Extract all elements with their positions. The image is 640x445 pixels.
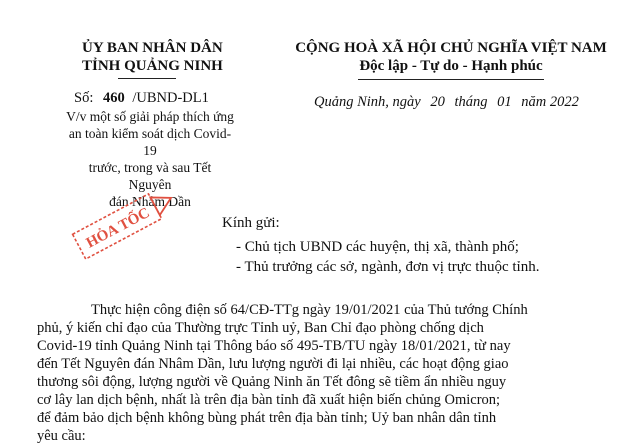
stamp-arrow-icon (150, 189, 175, 215)
day-word: ngày (392, 94, 421, 110)
body-line: cơ lây lan dịch bệnh, nhất là trên địa bàn tỉnh đã xuất hiện biến chủng Omicron; (37, 392, 501, 408)
agency-underline (118, 78, 176, 79)
motto-underline (358, 79, 544, 80)
agency-name-line1: ỦY BAN NHÂN DÂN (82, 40, 223, 56)
subject-line: trước, trong và sau Tết Nguyên (88, 160, 212, 192)
recipients-label: Kính gửi: (222, 215, 280, 231)
year-word: năm (521, 94, 547, 110)
national-title: CỘNG HOÀ XÃ HỘI CHỦ NGHĨA VIỆT NAM (295, 40, 607, 56)
body-line: Covid-19 tỉnh Quảng Ninh tại Thông báo số 495-TB/TU ngày 18/01/2021, từ nay (37, 338, 511, 354)
recipient-item: - Chủ tịch UBND các huyện, thị xã, thành phố; (236, 239, 519, 255)
body-line: đến Tết Nguyên đán Nhâm Dần, lưu lượng người đi lại nhiều, các hoạt động giao (37, 356, 509, 372)
year: 2022 (549, 94, 579, 110)
day: 20 (430, 94, 445, 110)
place-date (314, 94, 579, 111)
recipient-item: - Thủ trưởng các sở, ngành, đơn vị trực thuộc tỉnh. (236, 259, 540, 275)
body-line: phủ, ý kiến chỉ đạo của Thường trực Tỉnh uỷ, Ban Chỉ đạo phòng chống dịch (37, 320, 484, 336)
number-value: 460 (102, 90, 125, 106)
body-line: yêu cầu: (37, 428, 86, 444)
body-line: Thực hiện công điện số 64/CĐ-TTg ngày 19/01/2021 của Thủ tướng Chính (91, 302, 528, 318)
number-suffix: /UBND-DL1 (132, 90, 209, 106)
subject-line: V/v một số giải pháp thích ứng (66, 109, 234, 124)
subject-line: đán Nhâm Dần (109, 194, 191, 209)
body-line: thương sôi động, lượng người về Quảng Ninh ăn Tết đông sẽ tiềm ẩn nhiều nguy (37, 374, 507, 390)
national-motto: Độc lập - Tự do - Hạnh phúc (359, 58, 543, 74)
subject-line: an toàn kiểm soát dịch Covid-19 (68, 126, 232, 158)
urgent-stamp (62, 170, 182, 280)
body-line: để đảm bảo dịch bệnh không bùng phát trên địa bàn tỉnh; Uỷ ban nhân dân tỉnh (37, 410, 497, 426)
stamp-text: HỎA TỐC (83, 204, 153, 252)
month-word: tháng (454, 94, 488, 110)
document-number (74, 90, 209, 107)
number-prefix: Số: (74, 90, 94, 106)
agency-name-line2: TỈNH QUẢNG NINH (82, 58, 223, 74)
month: 01 (497, 94, 512, 110)
place: Quảng Ninh, (314, 94, 389, 110)
